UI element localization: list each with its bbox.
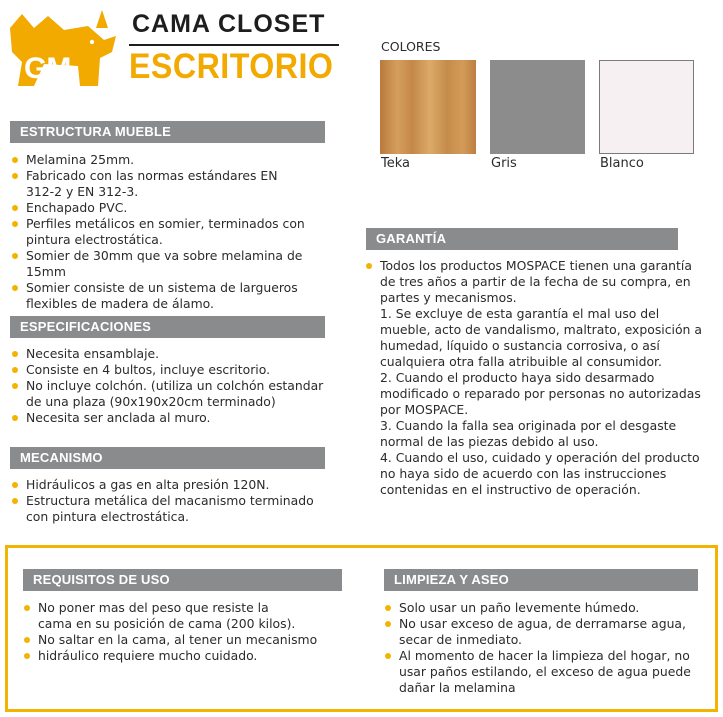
- requisitos-heading: REQUISITOS DE USO: [23, 569, 342, 591]
- garantia-point: 3. Cuando la falla sea originada por el desgaste normal de las piezas debido al uso.: [380, 418, 677, 449]
- brand-logo: [4, 6, 124, 90]
- list-item: Al momento de hacer la limpieza del hogar, no usar paños estilando, el exceso de agua puede dañar la melamina: [385, 648, 703, 696]
- requisitos-list: [24, 600, 334, 664]
- list-item: No poner mas del peso que resiste la cama en su posición de cama (200 kilos).: [24, 600, 298, 632]
- colors-label: COLORES: [381, 39, 441, 54]
- swatch-label-gris: Gris: [491, 156, 517, 171]
- list-item: Consiste en 4 bultos, incluye escritorio.: [12, 362, 342, 378]
- list-item: Solo usar un paño levemente húmedo.: [385, 600, 703, 616]
- list-item: Hidráulicos a gas en alta presión 120N.: [12, 477, 322, 493]
- garantia-heading: GARANTÍA: [366, 228, 678, 250]
- list-item: Enchapado PVC.: [12, 200, 342, 216]
- list-item: Fabricado con las normas estándares EN 312-2 y EN 312-3.: [12, 168, 301, 200]
- especificaciones-list: [12, 346, 342, 426]
- list-item: Necesita ensamblaje.: [12, 346, 342, 362]
- mecanismo-list: [12, 477, 322, 525]
- list-item: Estructura metálica del macanismo terminado con pintura electrostática.: [12, 493, 316, 525]
- title-divider: [129, 44, 339, 46]
- limpieza-heading: LIMPIEZA Y ASEO: [384, 569, 698, 591]
- garantia-points: [380, 306, 710, 498]
- page-title-line2: ESCRITORIO: [129, 47, 334, 86]
- list-item: Necesita ser anclada al muro.: [12, 410, 342, 426]
- list-item: hidráulico requiere mucho cuidado.: [24, 648, 334, 664]
- swatch-teka: [380, 60, 476, 154]
- garantia-intro: Todos los productos MOSPACE tienen una garantía de tres años a partir de la fecha de su compra, en partes y mecanismos.: [366, 258, 711, 306]
- list-item: Melamina 25mm.: [12, 152, 342, 168]
- especificaciones-heading: ESPECIFICACIONES: [10, 316, 325, 338]
- list-item: No usar exceso de agua, de derramarse agua, secar de inmediato.: [385, 616, 703, 648]
- garantia-point: 4. Cuando el uso, cuidado y operación del producto no haya sido de acuerdo con las instrucciones contenidas en el instructivo de operación.: [380, 450, 700, 497]
- limpieza-list: [385, 600, 703, 696]
- page-title-line1: CAMA CLOSET: [132, 10, 326, 38]
- brand-mark: GM: [24, 52, 71, 85]
- estructura-list: [12, 152, 342, 312]
- list-item: No incluye colchón. (utiliza un colchón estandar de una plaza (90x190x20cm terminado): [12, 378, 326, 410]
- swatch-label-teka: Teka: [381, 156, 410, 171]
- garantia-point: 2. Cuando el producto haya sido desarmado modificado o reparado por personas no autorizadas por MOSPACE.: [380, 370, 701, 417]
- list-item: Perfiles metálicos en somier, terminados con pintura electrostática.: [12, 216, 316, 248]
- list-item: No saltar en la cama, al tener un mecanismo: [24, 632, 334, 648]
- garantia-point: 1. Se excluye de esta garantía el mal uso del mueble, acto de vandalismo, maltrato, exposición a humedad, líquido o sustancia corrosiva, o así cualquiera otra falla atribuible al consumidor.: [380, 306, 702, 369]
- garantia-list: [366, 258, 711, 306]
- estructura-heading: ESTRUCTURA MUEBLE: [10, 121, 325, 143]
- swatch-gris: [490, 60, 585, 154]
- swatch-blanco: [599, 60, 694, 154]
- mecanismo-heading: MECANISMO: [10, 447, 325, 469]
- list-item: Somier de 30mm que va sobre melamina de 15mm: [12, 248, 342, 280]
- list-item: Somier consiste de un sistema de largueros flexibles de madera de álamo.: [12, 280, 342, 312]
- swatch-label-blanco: Blanco: [600, 156, 644, 171]
